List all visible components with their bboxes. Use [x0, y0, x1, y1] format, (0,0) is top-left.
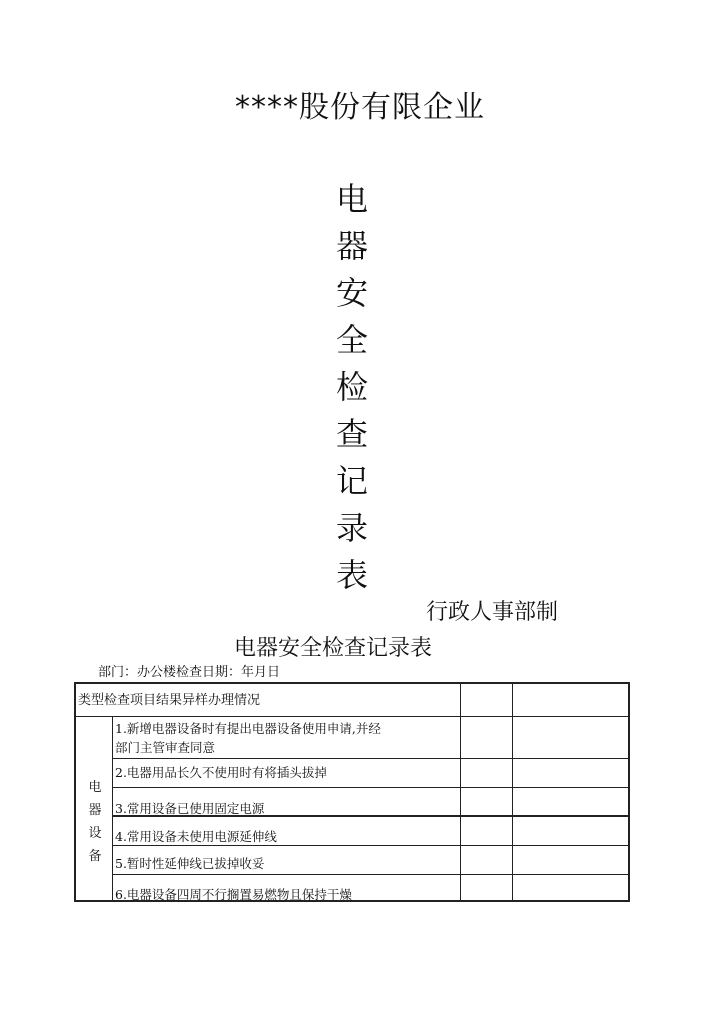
inspection-item: 5.暂时性延伸线已拔掉收妥 — [115, 856, 265, 871]
table-header: 类型检查项目结果异样办理情况 — [78, 693, 261, 708]
inspection-item: 2.电器用品长久不使用时有将插头拔掉 — [115, 765, 327, 780]
table-divider — [113, 874, 628, 875]
category-char: 备 — [88, 849, 102, 864]
inspection-item-continued: 部门主管审查同意 — [115, 740, 216, 755]
cover-title-char: 电 — [335, 180, 368, 218]
inspection-item: 6.电器设备四周不行搁置易燃物且保持干燥 — [115, 887, 352, 902]
cover-title — [330, 176, 374, 599]
cover-title-char: 记 — [335, 462, 368, 500]
department-date-line: 部门：办公楼检查日期：年月日 — [98, 664, 318, 683]
category-label — [84, 776, 106, 868]
cover-title-char: 器 — [335, 227, 368, 265]
inspection-item: 4.常用设备未使用电源延伸线 — [115, 829, 277, 844]
table-divider — [512, 684, 513, 902]
table-divider — [113, 787, 628, 788]
inspection-item: 3.常用设备已使用固定电源 — [115, 801, 265, 816]
category-char: 电 — [88, 780, 102, 795]
table-divider — [460, 684, 461, 902]
cover-title-char: 表 — [335, 556, 368, 594]
cover-title-char: 录 — [335, 509, 368, 547]
category-char: 器 — [88, 803, 102, 818]
category-char: 设 — [88, 826, 102, 841]
cover-title-char: 全 — [335, 321, 368, 359]
cover-title-char: 安 — [335, 274, 368, 312]
inspection-table — [74, 682, 630, 902]
table-divider — [76, 716, 628, 717]
form-title: 电器安全检查记录表 — [234, 636, 433, 661]
issuer-label: 行政人事部制 — [426, 600, 559, 625]
table-divider — [113, 758, 628, 759]
company-name: ****股份有限企业 — [235, 90, 485, 125]
table-divider — [112, 716, 113, 902]
cover-title-char: 查 — [335, 415, 368, 453]
inspection-item: 1.新增电器设备时有提出电器设备使用申请,并经 — [115, 721, 381, 736]
cover-title-char: 检 — [335, 368, 368, 406]
